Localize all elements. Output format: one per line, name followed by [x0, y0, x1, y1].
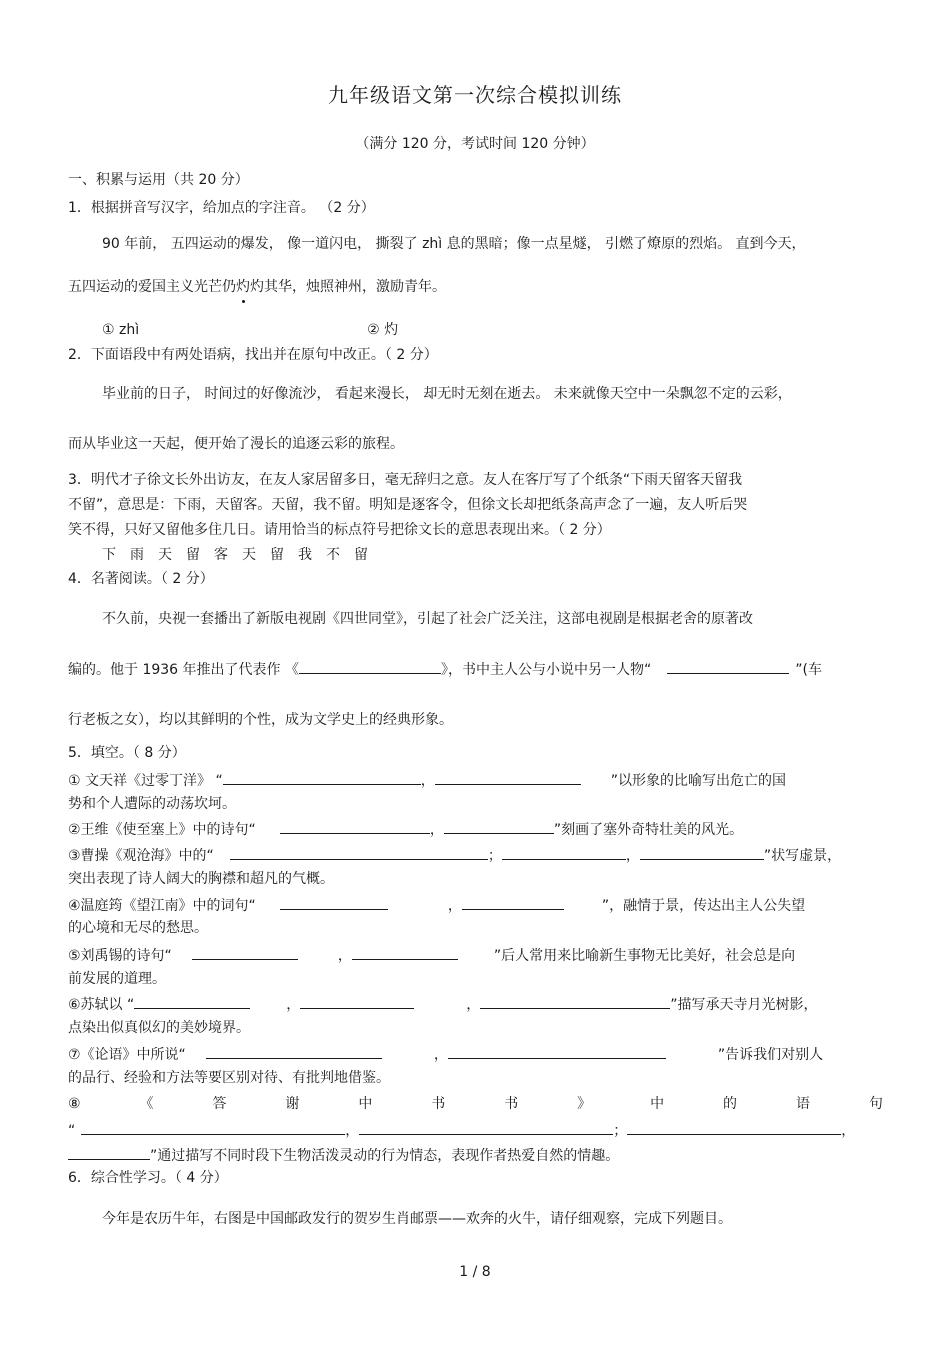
char: 中: [650, 1096, 665, 1112]
answer-blank[interactable]: [480, 993, 670, 1009]
q5-item6-cont: 点染出似真似幻的美妙境界。: [68, 1020, 250, 1036]
item-suffix: ”状写虚景，: [763, 848, 842, 864]
q5-item4-cont: 的心境和无尽的愁思。: [68, 920, 208, 936]
q5-item4: [68, 894, 883, 916]
item-suffix: ”以形象的比喻写出危亡的国: [610, 773, 786, 789]
char: ⑧: [68, 1096, 81, 1112]
q1-answer-1: ① zhì: [102, 322, 140, 338]
char: 谢: [285, 1096, 300, 1112]
item-suffix: ”通过描写不同时段下生物活泼灵动的行为情态，表现作者热爱自然的情趣。: [150, 1148, 620, 1164]
q5-item8: [68, 1094, 883, 1114]
q4-paragraph-line3: 行老板之女），均以其鲜明的个性，成为文学史上的经典形象。: [68, 712, 453, 728]
char: 的: [723, 1096, 737, 1112]
q5-item3: [68, 844, 883, 866]
q4-line2-start: 编的。他于 1936 年推出了代表作 《: [68, 662, 299, 678]
answer-blank[interactable]: [280, 894, 388, 910]
q1-line2-start: 五四运动的爱国主义光芒仍: [68, 279, 236, 295]
item-suffix: ”告诉我们对别人: [717, 1047, 824, 1063]
q4-line2-end: ”(车: [795, 662, 822, 678]
char: 书: [431, 1096, 446, 1112]
q5-item3-cont: 突出表现了诗人阔大的胸襟和超凡的气概。: [68, 871, 334, 887]
comma: ，: [625, 848, 640, 864]
answer-blank[interactable]: [206, 1043, 382, 1059]
q4-stem: 4．名著阅读。（ 2 分）: [68, 571, 214, 587]
answer-blank[interactable]: [300, 993, 414, 1009]
semicolon: ；: [613, 1123, 628, 1139]
semicolon: ；: [487, 848, 502, 864]
item-suffix: ”描写承天寺月光树影，: [670, 997, 818, 1013]
answer-blank[interactable]: [68, 1144, 150, 1160]
char: 》: [577, 1096, 592, 1112]
char: 留: [354, 547, 368, 563]
answer-blank[interactable]: [435, 769, 581, 785]
char: 天: [158, 547, 172, 563]
comma: ，: [420, 773, 435, 789]
q4-paragraph-line2: [68, 658, 883, 680]
char: 语: [795, 1096, 810, 1112]
q6-paragraph-line1: 今年是农历牛年，右图是中国邮政发行的贺岁生肖邮票——欢奔的火牛，请仔细观察，完成下列题目。: [102, 1211, 732, 1227]
q1-answers: [102, 320, 882, 340]
q5-item5-cont: 前发展的道理。: [68, 971, 166, 987]
item-suffix: ”后人常用来比喻新生事物无比美好，社会总是向: [493, 948, 796, 964]
q5-item1: [68, 769, 883, 791]
char: 我: [298, 547, 312, 563]
q2-paragraph-line1: 毕业前的日子， 时间过的好像流沙， 看起来漫长， 却无时无刻在逝去。 未来就像天空中一朵飘忽不定的云彩，: [102, 386, 792, 402]
q5-item2: [68, 818, 883, 840]
q1-paragraph-line2: [68, 277, 883, 297]
comma: ，: [447, 898, 462, 914]
answer-blank[interactable]: [299, 658, 441, 674]
char: 《: [139, 1096, 154, 1112]
q5-item1-cont: 势和个人遭际的动荡坎坷。: [68, 796, 236, 812]
comma: ，: [337, 948, 352, 964]
comma: ，: [345, 1123, 360, 1139]
page-subtitle: （满分 120 分，考试时间 120 分钟）: [355, 136, 595, 152]
dotted-char: 灼: [236, 279, 250, 295]
q1-paragraph-line1: 90 年前， 五四运动的爆发， 像一道闪电， 撕裂了 zhì 息的黑暗；像一点星燧， 引燃了燎原的烈焰。 直到今天，: [102, 236, 806, 252]
item-prefix: ① 文天祥《过零丁洋》 “: [68, 773, 223, 789]
q4-line2-mid: 》，书中主人公与小说中另一人物“: [440, 662, 652, 678]
page-number: 1 / 8: [459, 1264, 491, 1280]
q6-stem: 6．综合性学习。（ 4 分）: [68, 1170, 228, 1186]
q1-line2-end: 灼其华，烛照神州，激励青年。: [250, 279, 446, 295]
item-prefix: ③曹操《观沧海》中的“: [68, 848, 214, 864]
comma: ，: [433, 1047, 448, 1063]
char: 下: [102, 547, 116, 563]
q2-paragraph-line2: 而从毕业这一天起，便开始了漫长的追逐云彩的旅程。: [68, 436, 404, 452]
char: 答: [212, 1096, 227, 1112]
q2-stem: 2．下面语段中有两处语病，找出并在原句中改正。（ 2 分）: [68, 347, 438, 363]
answer-blank[interactable]: [502, 844, 626, 860]
q1-stem: 1．根据拼音写汉字，给加点的字注音。 （2 分）: [68, 200, 375, 216]
page-title: 九年级语文第一次综合模拟训练: [328, 83, 622, 107]
char: 天: [242, 547, 256, 563]
item-suffix: ”刻画了塞外奇特壮美的风光。: [553, 822, 744, 838]
q5-item5: [68, 944, 883, 966]
char: 不: [326, 547, 340, 563]
q3-line3: 笑不得，只好又留他多住几日。请用恰当的标点符号把徐文长的意思表现出来。（ 2 分）: [68, 522, 611, 538]
comma: ，: [841, 1123, 856, 1139]
answer-blank[interactable]: [444, 818, 554, 834]
section-heading: 一、积累与运用（共 20 分）: [68, 172, 249, 188]
comma: ，: [429, 822, 444, 838]
answer-blank[interactable]: [640, 844, 764, 860]
answer-blank[interactable]: [667, 658, 789, 674]
answer-blank[interactable]: [627, 1119, 841, 1135]
q4-paragraph-line1: 不久前，央视一套播出了新版电视剧《四世同堂》，引起了社会广泛关注，这部电视剧是根据老舍的原著改: [102, 611, 753, 627]
answer-blank[interactable]: [81, 1119, 345, 1135]
item-suffix: ”，融情于景，传达出主人公失望: [601, 898, 806, 914]
item-prefix: ④温庭筠《望江南》中的词句“: [68, 898, 256, 914]
char: 句: [868, 1096, 883, 1112]
char: 留: [270, 547, 284, 563]
char: 客: [214, 547, 228, 563]
answer-blank[interactable]: [359, 1119, 613, 1135]
q1-answer-2: ② 灼: [367, 322, 399, 338]
answer-blank[interactable]: [192, 944, 298, 960]
q3-sentence-chars: [102, 545, 882, 565]
char: 雨: [130, 547, 144, 563]
q5-item8-end: [68, 1144, 883, 1166]
answer-blank[interactable]: [462, 894, 564, 910]
q5-item7-cont: 的品行、经验和方法等要区别对待、有批判地借鉴。: [68, 1070, 390, 1086]
q3-line2: 不留”，意思是：下雨，天留客。天留，我不留。明知是逐客令，但徐文长却把纸条高声念了一遍，友人听后哭: [68, 497, 748, 513]
comma: ，: [286, 997, 301, 1013]
q5-stem: 5．填空。（ 8 分）: [68, 745, 186, 761]
open-quote: “: [68, 1123, 76, 1139]
item-prefix: ②王维《使至塞上》中的诗句“: [68, 822, 256, 838]
char: 中: [358, 1096, 373, 1112]
item-prefix: ⑦《论语》中所说“: [68, 1047, 186, 1063]
q3-line1: 3．明代才子徐文长外出访友，在友人家居留多日，毫无辞归之意。友人在客厅写了个纸条“下雨天留客天留我: [68, 472, 743, 488]
item-prefix: ⑤刘禹锡的诗句“: [68, 948, 172, 964]
char: 书: [504, 1096, 519, 1112]
answer-blank[interactable]: [223, 769, 421, 785]
answer-blank[interactable]: [448, 1043, 666, 1059]
char: 留: [186, 547, 200, 563]
q5-item6: [68, 993, 883, 1015]
answer-blank[interactable]: [280, 818, 430, 834]
comma: ，: [466, 997, 481, 1013]
answer-blank[interactable]: [230, 844, 488, 860]
q5-item8-blanks: [68, 1119, 883, 1141]
item-prefix: ⑥苏轼以 “: [68, 997, 135, 1013]
answer-blank[interactable]: [352, 944, 458, 960]
answer-blank[interactable]: [134, 993, 250, 1009]
q5-item7: [68, 1043, 883, 1065]
